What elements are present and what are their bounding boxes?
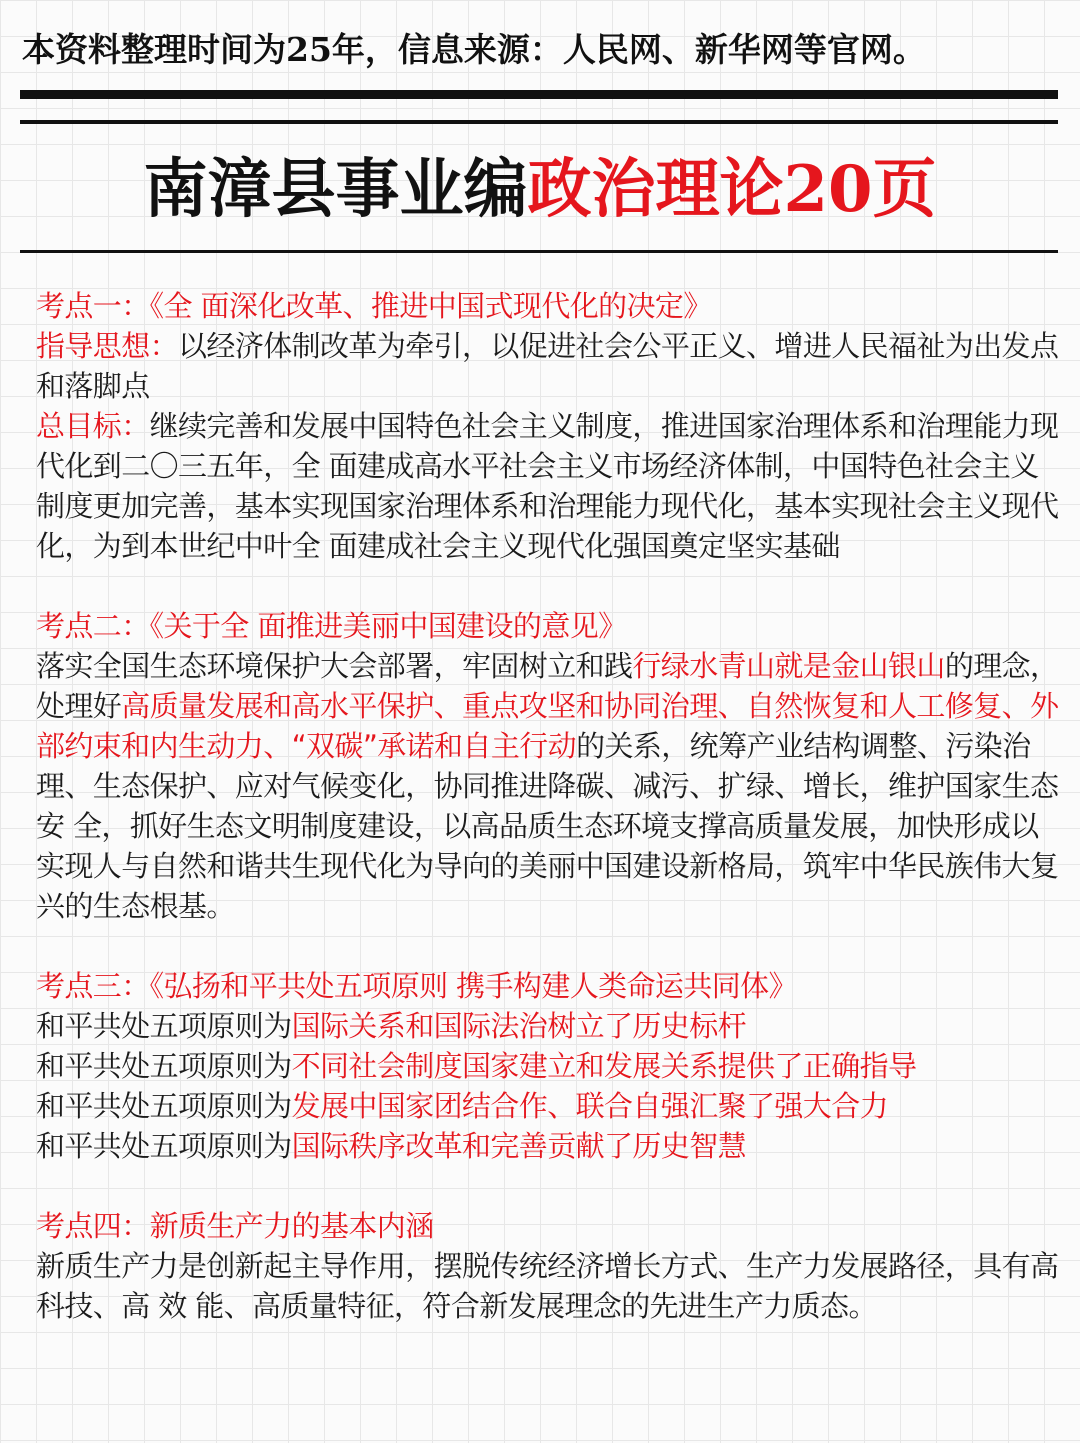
section-spacer: [36, 566, 1060, 606]
section-3-heading: 考点三：《弘扬和平共处五项原则 携手构建人类命运共同体》: [36, 969, 797, 1003]
section-spacer: [36, 1166, 1060, 1206]
title-bottom-divider: [20, 250, 1058, 253]
section-spacer: [36, 926, 1060, 966]
s2-text-2: 的理念，处理好: [36, 649, 1059, 723]
top-thin-divider: [20, 120, 1058, 124]
principle-prefix: 和平共处五项原则为: [36, 1129, 292, 1163]
principle-prefix: 和平共处五项原则为: [36, 1009, 292, 1043]
principle-line: [36, 1086, 1060, 1126]
section-2-heading: 考点二：《关于全 面推进美丽中国建设的意见》: [36, 609, 627, 643]
section-1-goal: [36, 406, 1060, 566]
principle-item: 国际秩序改革和完善贡献了历史智慧: [291, 1129, 747, 1163]
title-red-part: 政治理论20页: [527, 152, 937, 227]
s2-text-1: 落实全国生态环境保护大会部署，牢固树立和践: [36, 649, 633, 683]
principle-item: 国际关系和国际法治树立了历史标杆: [291, 1009, 747, 1043]
section-1-guide: [36, 326, 1060, 406]
guide-text: 以经济体制改革为牵引，以促进社会公平正义、增进人民福祉为出发点和落脚点: [36, 329, 1059, 403]
title-black-part: 南漳县事业编: [143, 152, 528, 227]
section-1-heading: 考点一：《全 面深化改革、推进中国式现代化的决定》: [36, 289, 712, 323]
principle-prefix: 和平共处五项原则为: [36, 1049, 292, 1083]
s2-highlight-1: 行绿水青山就是金山银山: [632, 649, 945, 683]
principle-prefix: 和平共处五项原则为: [36, 1089, 292, 1123]
s2-text-3: 的关系，统筹产业结构调整、污染治理、生态保护、应对气候变化，协同推进降碳、减污、扩绿、增长，维护国家生态安 全，抓好生态文明制度建设，以高品质生态环境支撑高质量发展，加快形成以实现人与自然和谐共生现代化为导向的美丽中国建设新格局，筑牢中华民族伟大复兴的生态根基。: [36, 729, 1059, 923]
document-body: [36, 286, 1060, 1326]
principle-line: [36, 1126, 1060, 1166]
principle-line: [36, 1046, 1060, 1086]
principle-item: 发展中国家团结合作、联合自强汇聚了强大合力: [291, 1089, 889, 1123]
top-thick-divider: [20, 90, 1058, 99]
principle-line: [36, 1006, 1060, 1046]
principle-item: 不同社会制度国家建立和发展关系提供了正确指导: [291, 1049, 917, 1083]
section-4-body: 新质生产力是创新起主导作用，摆脱传统经济增长方式、生产力发展路径，具有高科技、高 效 能、高质量特征，符合新发展理念的先进生产力质态。: [36, 1249, 1059, 1323]
guide-label: 指导思想：: [36, 329, 179, 363]
s2-highlight-2: 高质量发展和高水平保护、重点攻坚和协同治理、自然恢复和人工修复、外部约束和内生动力、“双碳”承诺和自主行动: [36, 689, 1059, 763]
goal-label: 总目标：: [36, 409, 150, 443]
section-4-heading: 考点四：新质生产力的基本内涵: [36, 1209, 434, 1243]
source-note: 本资料整理时间为25年，信息来源：人民网、新华网等官网。: [22, 30, 926, 69]
goal-text: 继续完善和发展中国特色社会主义制度，推进国家治理体系和治理能力现代化到二〇三五年，全 面建成高水平社会主义市场经济体制，中国特色社会主义制度更加完善，基本实现国家治理体系和治理能力现代化，基本实现社会主义现代化，为到本世纪中叶全 面建成社会主义现代化强国奠定坚实基础: [36, 409, 1059, 563]
page-title: [0, 142, 1080, 238]
section-2-body: [36, 646, 1060, 926]
